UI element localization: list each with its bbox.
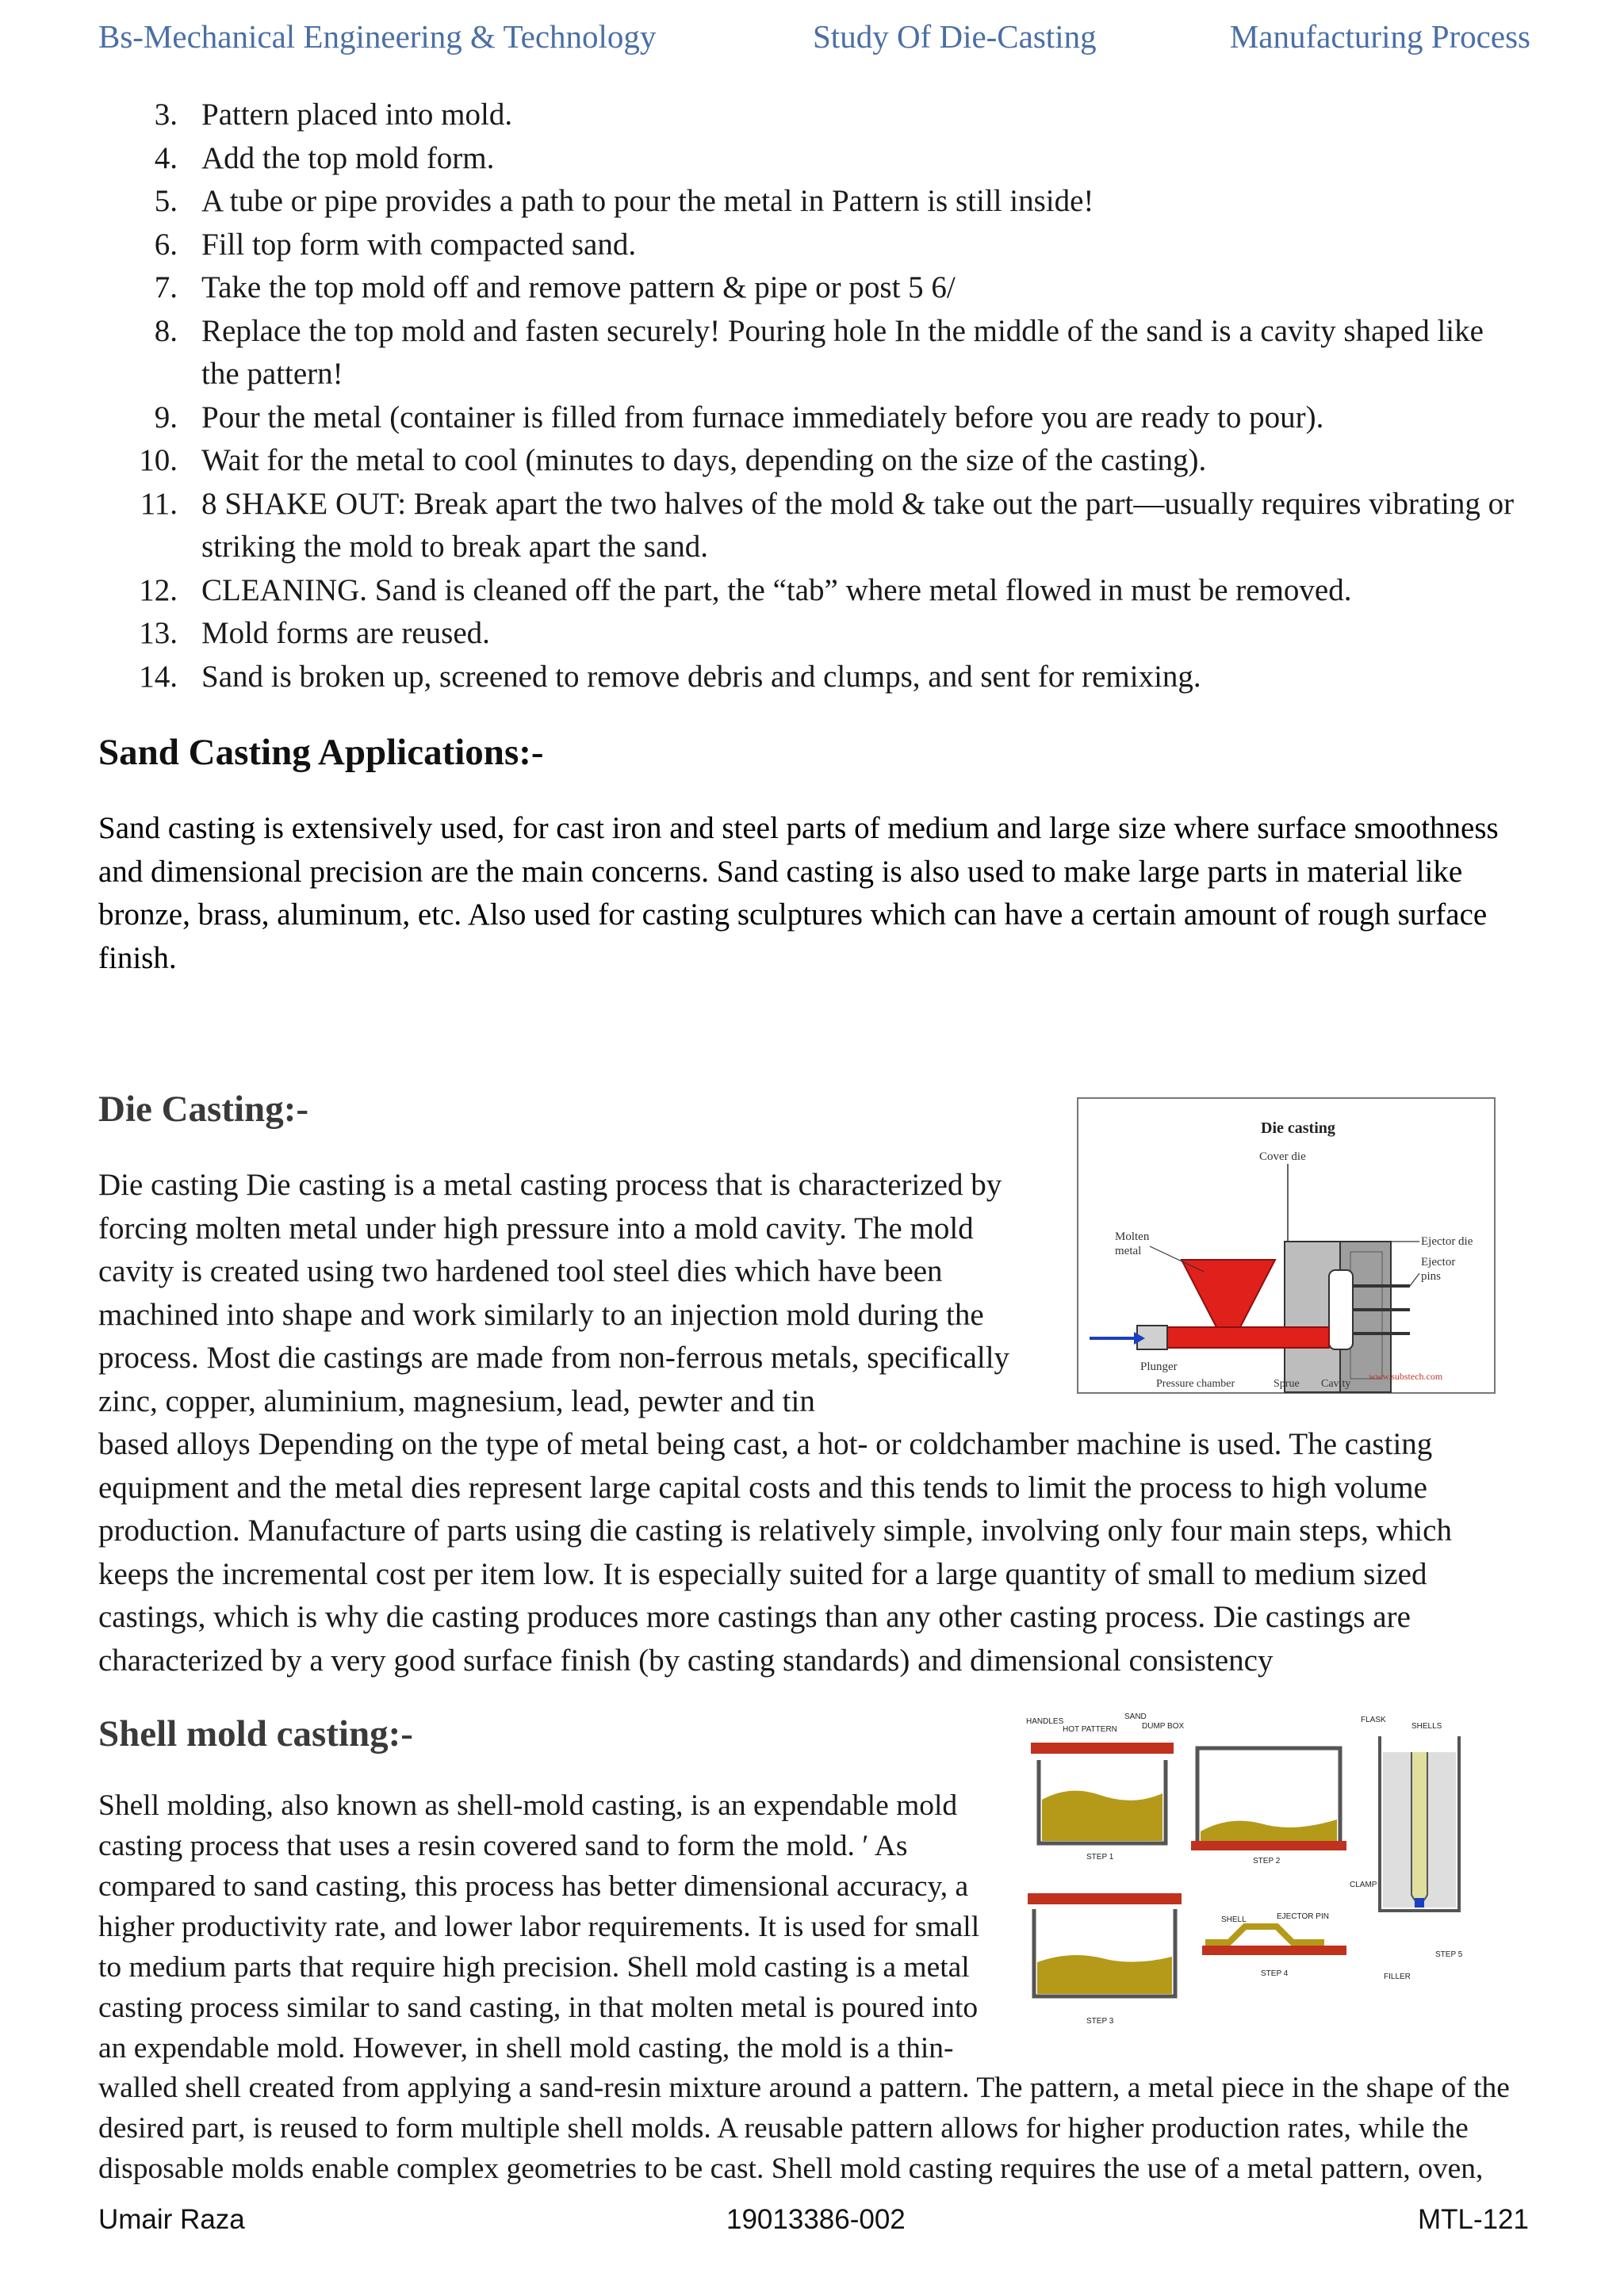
label-filler: FILLER (1384, 1973, 1411, 1981)
label-pins: pins (1421, 1270, 1442, 1283)
hot-pattern-plate (1191, 1841, 1346, 1850)
sand-fill (1201, 1820, 1337, 1841)
die-casting-heading: Die Casting:- (98, 1089, 308, 1130)
label-step5: STEP 5 (1435, 1950, 1463, 1959)
mold-cavity (1329, 1270, 1353, 1349)
list-item: 12. CLEANING. Sand is cleaned off the part, the “tab” where metal flowed in must be removed. (139, 572, 1352, 607)
hot-pattern-plate (1028, 1893, 1182, 1904)
header-title: Study Of Die-Casting (813, 18, 1097, 55)
die-casting-paragraph-full: based alloys Depending on the type of metal being cast, a hot- or coldchamber machine is used. The casting equipment and the metal dies represent large capital costs and this tends to limit the process to high volume production. Manufacture of parts using die casting is relatively simple, involving only four main steps, which keeps the incremental cost per item low. It is especially suited for a large quantity of small to medium sized castings, which is why die casting produces more castings than any other casting process. Die castings are characterized by a very good surface finish (by casting standards) and dimensional consistency (98, 1427, 1452, 1678)
sand-fill (1037, 1955, 1172, 1994)
label-step2: STEP 2 (1253, 1857, 1281, 1866)
page-header (98, 17, 1530, 65)
label-clamp: CLAMP (1350, 1881, 1377, 1889)
label-step4: STEP 4 (1261, 1969, 1289, 1978)
label-sand: SAND (1124, 1712, 1147, 1721)
label-molten: Molten (1115, 1230, 1150, 1243)
sand-fill (1042, 1791, 1162, 1841)
pattern-plate (1202, 1946, 1346, 1955)
label-step1: STEP 1 (1086, 1853, 1114, 1862)
label-handles: HANDLES (1026, 1717, 1064, 1726)
label-cover-die: Cover die (1259, 1150, 1306, 1163)
label-plunger: Plunger (1140, 1360, 1178, 1373)
shell-mold-paragraph-wrapped: Shell molding, also known as shell-mold casting, is an expendable mold casting process that uses a resin covered sand to form the mold. ′ As compared to sand casting, this process has better dimensional accuracy, a higher productivity rate, and lower labor requirements. It is used for small to medium parts that require high precision. Shell mold casting is a metal casting process similar to sand casting, in that molten metal is poured into an expendable mold. However, in shell mold casting, the mold is a thin- (98, 1789, 980, 2064)
list-item: 11. 8 SHAKE OUT: Break apart the two halves of the mold & take out the part—usually requires vibrating or striking the mold to break apart the sand. (140, 486, 1515, 564)
header-program: Bs-Mechanical Engineering & Technology (98, 18, 657, 55)
label-ejector-die: Ejector die (1421, 1235, 1473, 1248)
shell-pair (1411, 1752, 1427, 1903)
shell-layer (1205, 1927, 1324, 1942)
label-pressure-chamber: Pressure chamber (1156, 1378, 1235, 1390)
footer-author: Umair Raza (98, 2204, 245, 2235)
pour-marker (1415, 1898, 1424, 1908)
sand-applications-paragraph: Sand casting is extensively used, for cast iron and steel parts of medium and large size where surface smoothness and dimensional precision are the main concerns. Sand casting is also used to make large parts in material like bronze, brass, aluminum, etc. Also used for casting sculptures which can have a certain amount of rough surface finish. (98, 811, 1499, 975)
pressure-chamber (1156, 1327, 1329, 1348)
list-item: 6. Fill top form with compacted sand. (154, 227, 637, 262)
shell-mold-diagram (1023, 1705, 1491, 2036)
label-sprue: Sprue (1274, 1378, 1300, 1390)
label-shell: SHELL (1221, 1915, 1247, 1924)
list-item: 3. Pattern placed into mold. (154, 98, 513, 132)
list-item: 13. Mold forms are reused. (139, 616, 490, 650)
label-hot-pattern: HOT PATTERN (1063, 1725, 1117, 1734)
footer-student-id: 19013386-002 (726, 2204, 906, 2235)
list-item: 9. Pour the metal (container is filled from furnace immediately before you are ready to pour). (154, 400, 1324, 434)
sand-casting-steps (98, 94, 1526, 698)
label-step3: STEP 3 (1086, 2017, 1114, 2026)
label-ejector: Ejector (1421, 1256, 1456, 1269)
label-cavity: Cavity (1321, 1378, 1351, 1390)
label-ejector-pin: EJECTOR PIN (1277, 1912, 1329, 1921)
label-dump-box: DUMP BOX (1142, 1722, 1185, 1731)
list-item: 4. Add the top mold form. (154, 140, 495, 175)
list-item: 7. Take the top mold off and remove pattern & pipe or post 5 6/ (154, 270, 956, 304)
sand-applications-heading: Sand Casting Applications:- (98, 732, 544, 773)
list-item: 14. Sand is broken up, screened to remove debris and clumps, and sent for remixing. (139, 659, 1201, 694)
figure-watermark: www.substech.com (1369, 1371, 1443, 1382)
label-shells-top: SHELLS (1411, 1722, 1442, 1731)
die-casting-diagram (1077, 1097, 1496, 1394)
die-figure-title: Die casting (1261, 1119, 1335, 1137)
list-item: 10. Wait for the metal to cool (minutes to days, depending on the size of the casting). (139, 443, 1207, 477)
die-casting-svg (1077, 1097, 1496, 1394)
label-metal: metal (1115, 1245, 1142, 1257)
list-item: 8. Replace the top mold and fasten securely! Pouring hole In the middle of the sand is a cavity shaped like the pattern! (154, 313, 1484, 391)
shell-mold-paragraph-full: walled shell created from applying a sand-resin mixture around a pattern. The pattern, a metal piece in the shape of the desired part, is reused to form multiple shell molds. A reusable pattern allows for higher production rates, while the disposable molds enable complex geometries to be cast. Shell mold casting requires the use of a metal pattern, oven, (98, 2072, 1510, 2185)
header-subject: Manufacturing Process (1229, 18, 1530, 55)
label-flask: FLASK (1361, 1716, 1386, 1724)
shell-mold-heading: Shell mold casting:- (98, 1713, 413, 1755)
footer-course-code: MTL-121 (1417, 2204, 1529, 2235)
hot-pattern-plate (1031, 1743, 1174, 1754)
die-casting-paragraph-wrapped: Die casting Die casting is a metal casting process that is characterized by forcing molten metal under high pressure into a mold cavity. The mold cavity is created using two hardened tool steel dies which have been machined into shape and work similarly to an injection mold during the process. Most die castings are made from non-ferrous metals, specifically zinc, copper, aluminium, magnesium, lead, pewter and tin (98, 1168, 1010, 1418)
shell-mold-svg (1023, 1705, 1491, 2036)
list-item: 5. A tube or pipe provides a path to pour the metal in Pattern is still inside! (154, 184, 1094, 218)
